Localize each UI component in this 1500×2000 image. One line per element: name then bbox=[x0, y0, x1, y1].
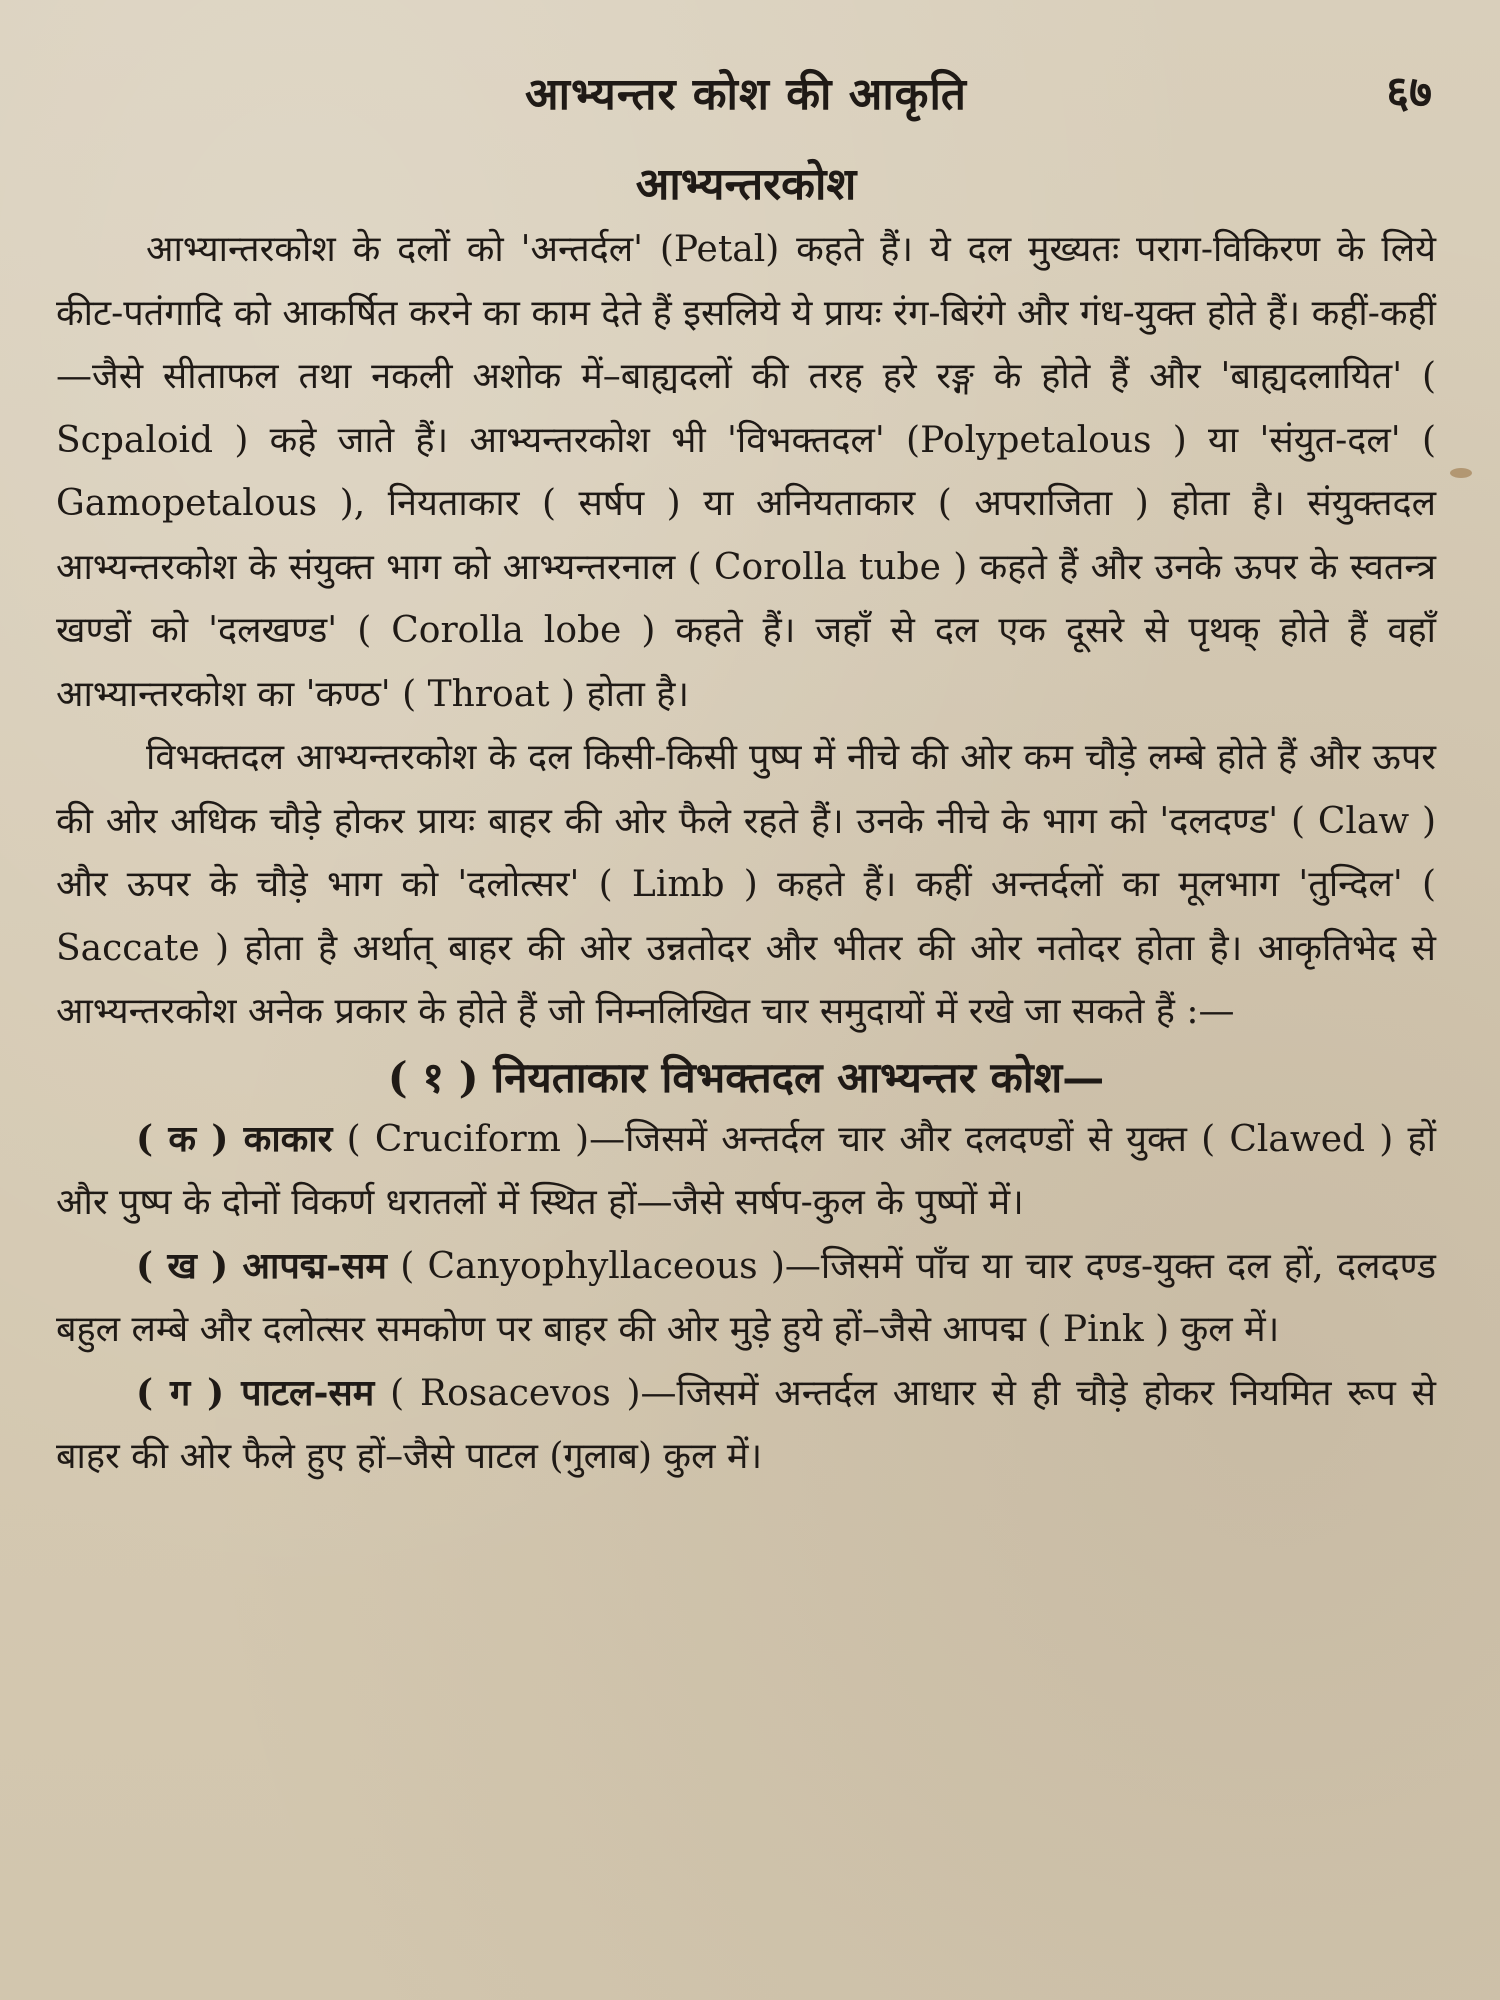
list-item-kha bbox=[56, 1235, 1436, 1362]
page-number: ६७ bbox=[1386, 67, 1432, 118]
ink-stain bbox=[1450, 468, 1472, 478]
section-heading: आभ्यन्तरकोश bbox=[635, 159, 857, 210]
list-item-text: ( Rosacevos )—जिसमें अन्तर्दल आधार से ही चौड़े होकर नियमित रूप से बाहर की ओर फैले हुए हों–जैसे पाटल (गुलाब) कुल में। bbox=[56, 1372, 1436, 1477]
paragraph-2: विभक्तदल आभ्यन्तरकोश के दल किसी-किसी पुष्प में नीचे की ओर कम चौड़े लम्बे होते हैं और ऊपर की ओर अधिक चौड़े होकर प्रायः बाहर की ओर फैले रहते हैं। उनके नीचे के भाग को 'दलदण्ड' ( Claw ) और ऊपर के चौड़े भाग को 'दलोत्सर' ( Limb ) कहते हैं। कहीं अन्तर्दलों का मूलभाग 'तुन्दिल' ( Saccate ) होता है अर्थात् बाहर की ओर उन्नतोदर और भीतर की ओर नतोदर होता है। आकृतिभेद से आभ्यन्तरकोश अनेक प्रकार के होते हैं जो निम्नलिखित चार समुदायों में रखे जा सकते हैं :— bbox=[56, 737, 1436, 1032]
list-item-label: ( क ) काकार bbox=[136, 1117, 333, 1160]
list-item-ka bbox=[56, 1108, 1436, 1235]
paragraph-1: आभ्यान्तरकोश के दलों को 'अन्तर्दल' (Petal) कहते हैं। ये दल मुख्यतः पराग-विकिरण के लिये कीट-पतंगादि को आकर्षित करने का काम देते हैं इसलिये ये प्रायः रंग-बिरंगे और गंध-युक्त होते हैं। कहीं-कहीं—जैसे सीताफल तथा नकली अशोक में–बाह्यदलों की तरह हरे रङ्ग के होते हैं और 'बाह्यदलायित' ( Scpaloid ) कहे जाते हैं। आभ्यन्तरकोश भी 'विभक्तदल' (Polypetalous ) या 'संयुत-दल' ( Gamopetalous ), नियताकार ( सर्षप ) या अनियताकार ( अपराजिता ) होता है। संयुक्तदल आभ्यन्तरकोश के संयुक्त भाग को आभ्यन्तरनाल ( Corolla tube ) कहते हैं और उनके ऊपर के स्वतन्त्र खण्डों को 'दलखण्ड' ( Corolla lobe ) कहते हैं। जहाँ से दल एक दूसरे से पृथक् होते हैं वहाँ आभ्यान्तरकोश का 'कण्ठ' ( Throat ) होता है। bbox=[56, 229, 1436, 715]
running-header bbox=[56, 52, 1436, 122]
list-item-label: ( ख ) आपद्म-सम bbox=[136, 1244, 387, 1287]
list-item-text: ( Canyophyllaceous )—जिसमें पाँच या चार दण्ड-युक्त दल हों, दलदण्ड बहुल लम्बे और दलोत्सर समकोण पर बाहर की ओर मुड़े हुये हों–जैसे आपद्म ( Pink ) कुल में। bbox=[56, 1245, 1436, 1350]
running-title: आभ्यन्तर कोश की आकृति bbox=[525, 69, 967, 120]
list-item-text: ( Cruciform )—जिसमें अन्तर्दल चार और दलदण्डों से युक्त ( Clawed ) हों और पुष्प के दोनों विकर्ण धरातलों में स्थित हों—जैसे सर्षप-कुल के पुष्पों में। bbox=[56, 1118, 1436, 1223]
list-item-label: ( ग ) पाटल-सम bbox=[136, 1371, 375, 1414]
list-item-ga bbox=[56, 1362, 1436, 1489]
subsection-heading: ( १ ) नियताकार विभक्तदल आभ्यन्तर कोश— bbox=[387, 1052, 1105, 1102]
